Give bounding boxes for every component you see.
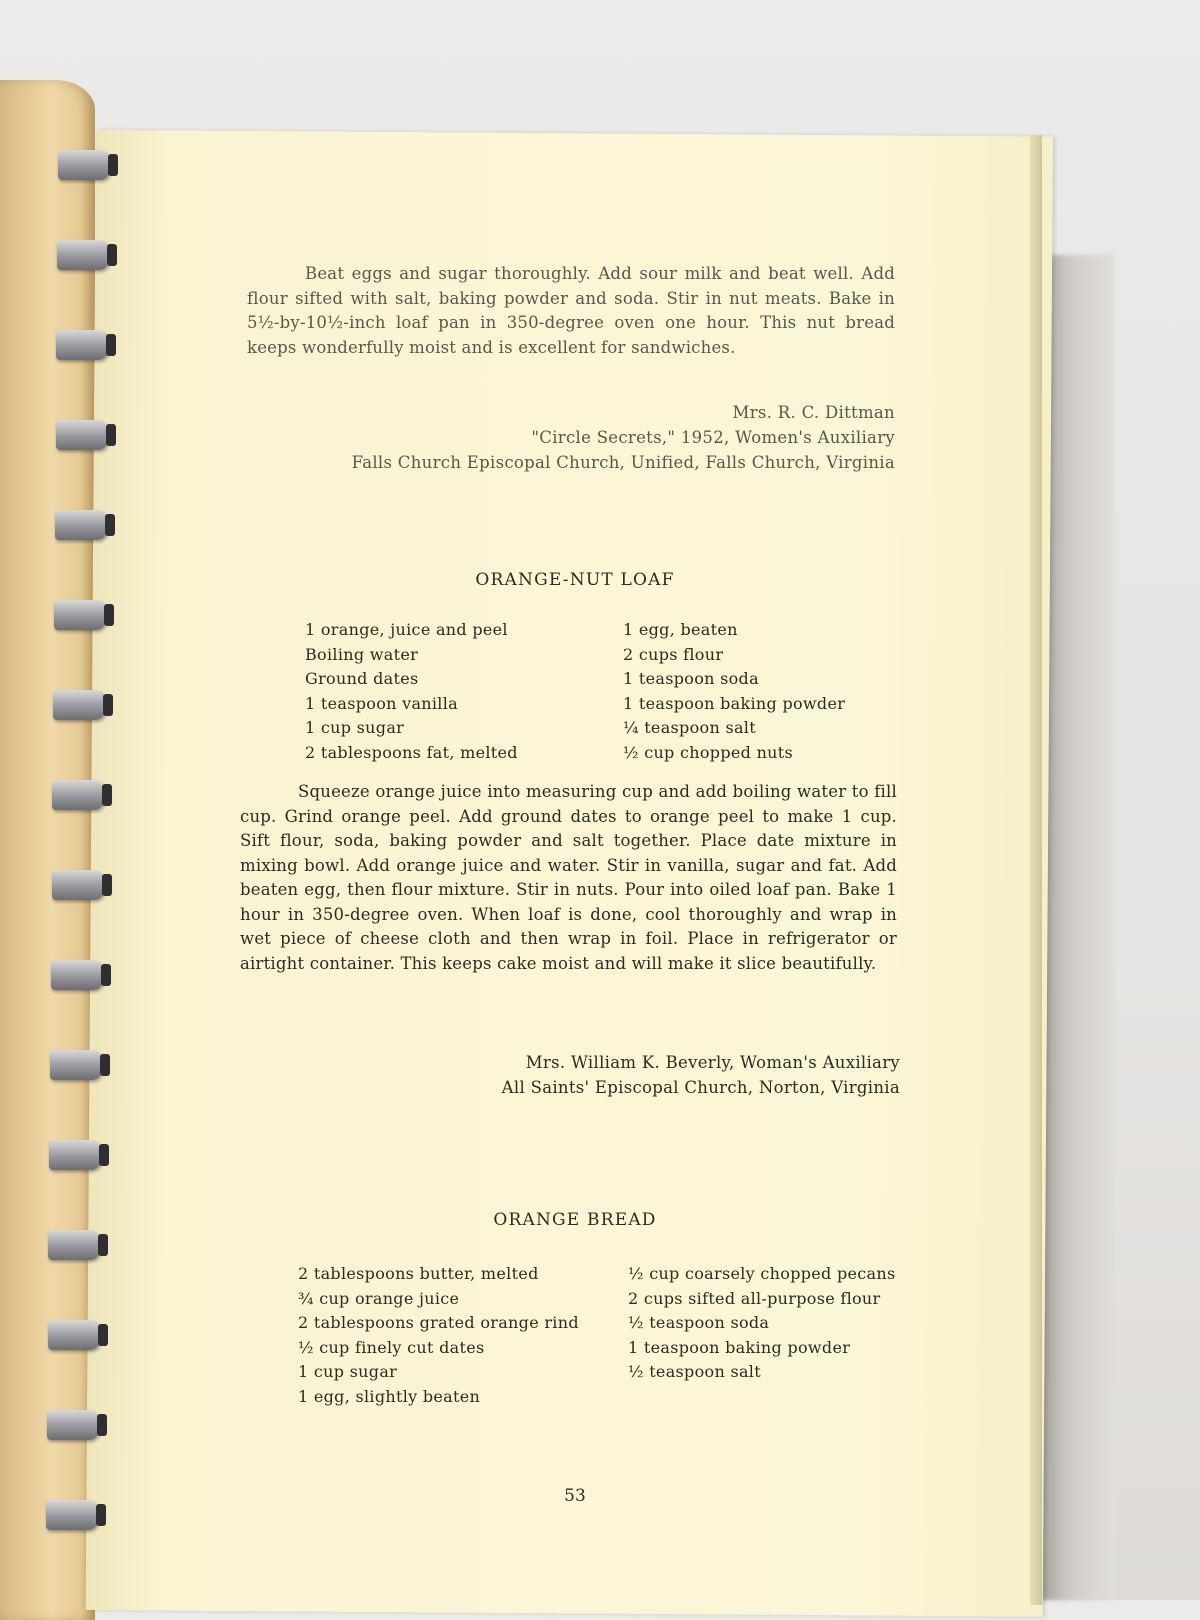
- binding-coil: [52, 870, 104, 900]
- binding-coil: [50, 1050, 102, 1080]
- top-recipe-credit: [250, 400, 895, 475]
- ingredients-left-column: [305, 618, 623, 765]
- orange-nut-loaf-ingredients: [305, 618, 905, 765]
- ingredient-item: 2 cups flour: [623, 644, 724, 664]
- ingredient-item: ½ cup coarsely chopped pecans: [628, 1264, 896, 1283]
- spiral-binding: [58, 150, 118, 1600]
- ingredient-item: 1 cup sugar: [298, 1362, 398, 1381]
- ingredient-item: 2 tablespoons grated orange rind: [298, 1313, 579, 1332]
- page-right-edge: [1030, 135, 1042, 1605]
- orange-nut-loaf-title: ORANGE-NUT LOAF: [475, 570, 675, 590]
- binding-coil: [54, 600, 106, 630]
- ingredient-item: ¼ teaspoon salt: [623, 718, 756, 737]
- ingredient-item: 1 teaspoon baking powder: [623, 693, 846, 713]
- orange-bread-title: ORANGE BREAD: [493, 1210, 657, 1230]
- binding-coil: [51, 960, 103, 990]
- binding-coil: [56, 420, 108, 450]
- credit-line: Falls Church Episcopal Church, Unified, Falls Church, Virginia: [351, 453, 895, 472]
- binding-coil: [47, 1410, 99, 1440]
- orange-nut-loaf-instructions: Squeeze orange juice into measuring cup and add boiling water to fill cup. Grind orange peel. Add ground dates to orange peel to make 1 cup. Sift flour, soda, baking powder and salt together. Place date mixture in mixing bowl. Add orange juice and water. Stir in vanilla, sugar and fat. Add beaten egg, then flour mixture. Stir in nuts. Pour into oiled loaf pan. Bake 1 hour in 350-degree oven. When loaf is done, cool thoroughly and wrap in wet piece of cheese cloth and then wrap in foil. Place in refrigerator or airtight container. This keeps cake moist and will make it slice beautifully.: [240, 782, 897, 973]
- binding-coil: [57, 240, 109, 270]
- ingredient-item: Boiling water: [305, 644, 419, 664]
- binding-coil: [48, 1320, 100, 1350]
- binding-coil: [48, 1230, 100, 1260]
- binding-coil: [49, 1140, 101, 1170]
- top-recipe-instructions: Beat eggs and sugar thoroughly. Add sour milk and beat well. Add flour sifted with salt, baking powder and soda. Stir in nut meats. Bake in 5½-by-10½-inch loaf pan in 350-degree oven one hour. This nut bread keeps wonderfully moist and is excellent for sandwiches.: [247, 264, 895, 357]
- ingredient-item: ½ teaspoon salt: [628, 1362, 761, 1381]
- ingredient-item: 2 tablespoons butter, melted: [298, 1264, 539, 1283]
- ingredient-item: ½ cup finely cut dates: [298, 1337, 485, 1357]
- binding-coil: [52, 780, 104, 810]
- credit-line: Mrs. R. C. Dittman: [732, 403, 895, 422]
- ingredient-item: 2 cups sifted all-purpose flour: [628, 1288, 881, 1308]
- ingredient-item: ½ teaspoon soda: [628, 1313, 770, 1332]
- ingredients-right-column: [623, 618, 893, 765]
- binding-coil: [58, 150, 110, 180]
- ingredient-item: 1 cup sugar: [305, 718, 405, 737]
- credit-line: All Saints' Episcopal Church, Norton, Virginia: [501, 1078, 900, 1097]
- ingredient-item: ½ cup chopped nuts: [623, 742, 794, 762]
- ingredient-item: 1 teaspoon soda: [623, 669, 759, 688]
- binding-coil: [46, 1500, 98, 1530]
- page-stack-shadow: [1040, 255, 1115, 1600]
- ingredient-item: ¾ cup orange juice: [298, 1288, 460, 1308]
- ingredient-item: 1 teaspoon vanilla: [305, 693, 458, 713]
- ingredients-left-column: [298, 1262, 628, 1409]
- ingredient-item: 1 orange, juice and peel: [305, 620, 508, 639]
- credit-line: "Circle Secrets," 1952, Women's Auxiliary: [531, 428, 895, 447]
- binding-coil: [53, 690, 105, 720]
- ingredients-right-column: [628, 1262, 896, 1409]
- ingredient-item: 1 egg, slightly beaten: [298, 1386, 481, 1406]
- ingredient-item: Ground dates: [305, 669, 419, 688]
- ingredient-item: 2 tablespoons fat, melted: [305, 742, 518, 762]
- ingredient-item: 1 teaspoon baking powder: [628, 1337, 851, 1357]
- ingredient-item: 1 egg, beaten: [623, 620, 738, 639]
- orange-nut-loaf-credit: [400, 1050, 900, 1100]
- binding-coil: [56, 330, 108, 360]
- orange-bread-ingredients: [298, 1262, 908, 1409]
- credit-line: Mrs. William K. Beverly, Woman's Auxiliary: [525, 1053, 900, 1072]
- page-number: 53: [564, 1486, 586, 1506]
- binding-coil: [55, 510, 107, 540]
